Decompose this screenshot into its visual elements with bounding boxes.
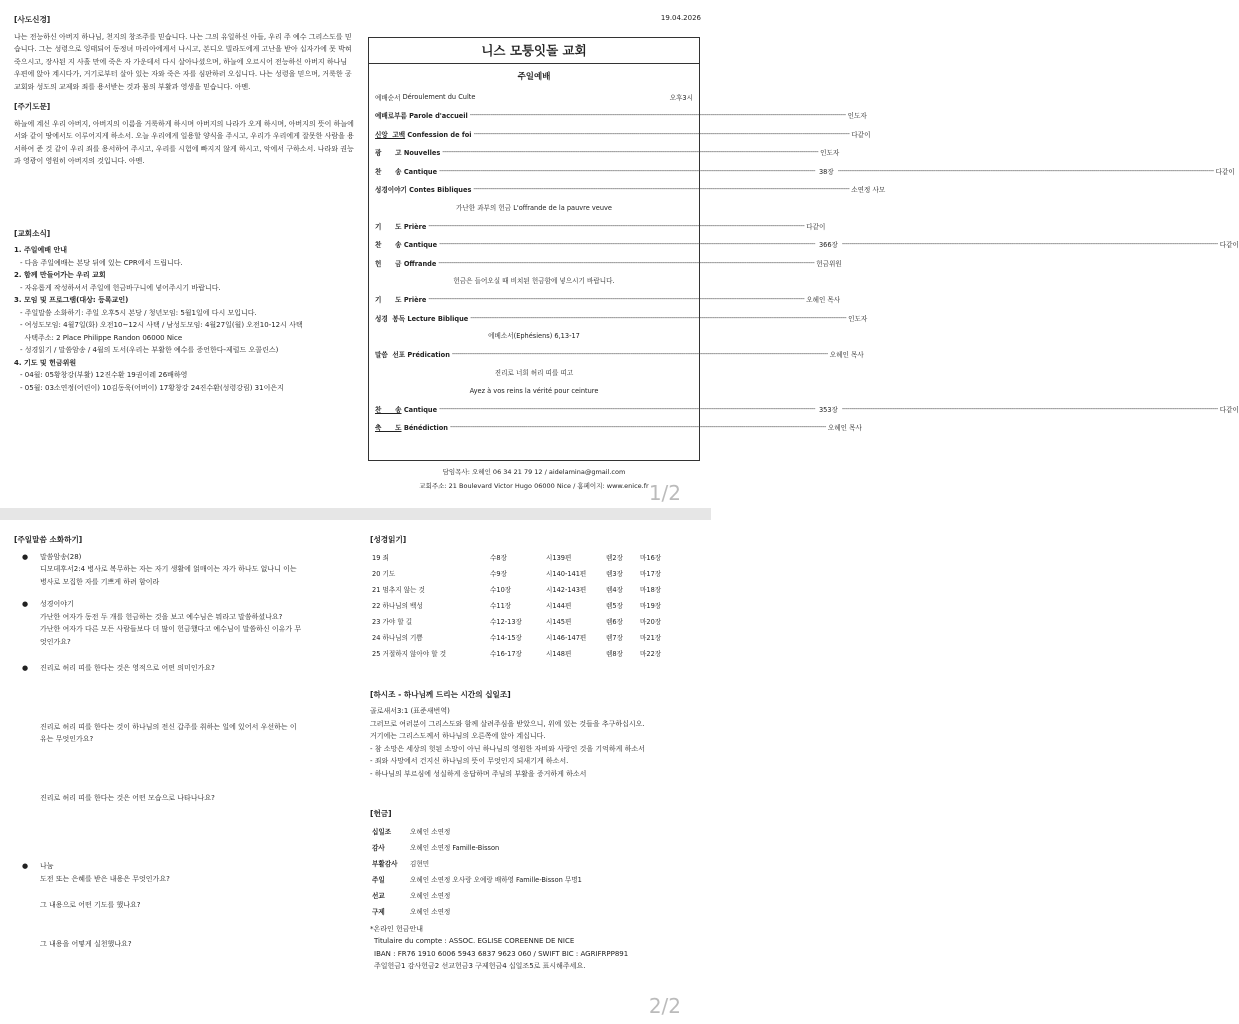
order-item-ko: 성경 봉독 xyxy=(375,314,406,323)
digest-line: 병사로 모집한 자를 기쁘게 하려 함이라 xyxy=(40,577,160,586)
digest-line: 가난한 여자가 다른 모든 사람들보다 더 많이 헌금했다고 예수님이 말씀하신 이유가 무 xyxy=(40,625,302,633)
order-item-ko: 축 도 xyxy=(375,424,402,433)
order-item-ko: 광 고 xyxy=(375,149,402,158)
bible-cell: 마19장 xyxy=(640,602,662,611)
order-row xyxy=(369,125,871,144)
digest-title: [주일말씀 소화하기] xyxy=(14,535,83,544)
order-dots: -------------------------------------------------------------------------------------------------------------------------------------------------------------------------------------------------------- xyxy=(438,258,815,267)
offering-row xyxy=(370,905,584,921)
order-label-fr: Déroulement du Culte xyxy=(402,93,476,101)
bible-row xyxy=(370,615,678,631)
order-item-ko: 신앙 고백 xyxy=(375,130,406,139)
digest-line: 나눔 xyxy=(40,862,54,870)
page-number: 2/2 xyxy=(648,994,681,1018)
order-row xyxy=(369,162,1235,181)
order-rows xyxy=(369,345,864,364)
bible-cell: 렘4장 xyxy=(606,586,623,595)
order-dots: -------------------------------------------------------------------------------------------------------------------------------------------------------------------------------------------------------- xyxy=(451,350,828,359)
bible-cell: 25 거절하지 않아야 할 것 xyxy=(372,650,447,659)
story-line: 가난한 과부의 헌금 L'offrande de la pauvre veuve xyxy=(455,203,612,212)
bible-cell: 20 기도 xyxy=(372,570,396,579)
bible-row xyxy=(370,631,678,647)
digest-line: 성경이야기 xyxy=(40,600,74,608)
order-item-leader: 오헤인 목사 xyxy=(829,351,864,360)
bible-cell: 렘5장 xyxy=(606,602,623,611)
sermon-title-fr: Ayez à vos reins la vérité pour ceinture xyxy=(469,386,599,395)
bulletin-page-2 xyxy=(0,520,711,1024)
order-item-leader: 다같이 xyxy=(1215,167,1235,176)
order-item-leader: 인도자 xyxy=(848,314,868,323)
order-item-label xyxy=(375,294,426,304)
order-item-leader: 헌금위원 xyxy=(816,259,842,268)
digest-line: 엇인가요? xyxy=(40,637,71,646)
order-row xyxy=(369,106,867,125)
order-item-fr: Bénédiction xyxy=(403,424,449,433)
bible-cell: 수10장 xyxy=(490,586,512,595)
bible-cell: 수9장 xyxy=(490,570,507,579)
news-heading: 2. 함께 만들어가는 우리 교회 xyxy=(14,271,106,279)
order-row xyxy=(369,254,842,273)
order-rows xyxy=(369,400,1239,437)
prayer-title: [주기도문] xyxy=(14,102,51,111)
order-header xyxy=(369,88,699,106)
order-item-ko: 예배로부름 xyxy=(375,112,407,121)
bulletin-date: 19.04.2026 xyxy=(660,14,701,22)
news-line: - 다음 주일예배는 본당 뒤에 있는 CPR에서 드립니다. xyxy=(20,258,183,267)
order-item-label xyxy=(375,313,468,323)
order-item-ko: 찬 송 xyxy=(375,405,402,414)
hours-line: - 죄와 사망에서 건지신 하나님의 뜻이 무엇인지 되새기게 하소서. xyxy=(370,757,569,765)
order-item-fr: Prière xyxy=(403,222,427,231)
order-item-fr: Parole d'accueil xyxy=(409,112,468,121)
order-row xyxy=(369,400,1239,419)
order-row xyxy=(369,235,1239,254)
bible-title: [성경읽기] xyxy=(370,535,407,544)
order-item-ko: 기 도 xyxy=(375,222,402,231)
order-item-leader: 오헤인 목사 xyxy=(806,296,841,305)
reading-ref: 에베소서(Ephésiens) 6,13-17 xyxy=(488,332,580,340)
order-dots: -------------------------------------------------------------------------------------------------------------------------------------------------------------------------------------------------------- xyxy=(473,129,850,138)
order-item-fr: Cantique xyxy=(403,241,438,250)
order-item-label xyxy=(375,239,437,249)
order-row xyxy=(369,418,862,437)
order-item-label xyxy=(375,110,468,120)
order-dots: -------------------------------------------------------------------------------------------------------------------------------------------------------------------------------------------------------- xyxy=(439,404,815,413)
hours-line: - 참 소망은 세상의 헛된 소망이 아닌 하나님의 영원한 자비와 사랑인 것을 기억하게 하소서 xyxy=(370,744,645,753)
order-item-hymn: 366장 xyxy=(818,241,838,250)
order-item-leader: 다같이 xyxy=(1219,241,1239,250)
offering-table xyxy=(370,825,584,921)
digest-item xyxy=(22,860,354,885)
digest-item xyxy=(22,551,354,589)
order-item-label xyxy=(375,221,426,231)
bible-cell: 시140-141편 xyxy=(546,570,587,579)
offering-row xyxy=(370,825,584,841)
order-item-fr: Nouvelles xyxy=(403,149,441,158)
bible-cell: 수16-17장 xyxy=(490,650,522,659)
order-row xyxy=(369,309,868,328)
digest-line: 그 내용으로 어떤 기도를 했나요? xyxy=(40,901,141,909)
order-label: 예배순서 xyxy=(375,94,401,102)
order-item-ko: 찬 송 xyxy=(375,241,402,250)
bible-cell: 시139편 xyxy=(546,554,572,563)
order-rows xyxy=(369,290,868,327)
order-item-label xyxy=(375,147,440,157)
offering-type: 선교 xyxy=(372,892,385,901)
order-item-fr: Offrande xyxy=(403,259,437,268)
order-item-ko: 찬 송 xyxy=(375,167,402,176)
hours-text xyxy=(370,705,700,780)
order-item-leader: 다같이 xyxy=(851,130,871,139)
online-line: IBAN : FR76 1910 6006 5943 6837 9623 060 / SWIFT BIC : AGRIFRPP891 xyxy=(374,949,629,958)
news-heading: 4. 기도 및 헌금위원 xyxy=(14,358,77,367)
hours-line: 골로새서3:1 (표준새번역) xyxy=(370,707,450,715)
offering-type: 구제 xyxy=(372,908,385,917)
news-title: [교회소식] xyxy=(14,228,51,238)
order-dots: -------------------------------------------------------------------------------------------------------------------------------------------------------------------------------------------------------- xyxy=(428,221,805,230)
digest-line: 진리로 허리 띠를 한다는 것은 영적으로 어떤 의미인가요? xyxy=(40,664,215,672)
news-line: - 여성도모임: 4월7일(화) 오전10~12시 사택 / 남성도모임: 4월27일(월) 오전10-12시 사택 xyxy=(20,321,303,329)
offering-names: 오헤인 소연정 xyxy=(410,828,451,837)
prayer-text: 하늘에 계신 우리 아버지, 아버지의 이름을 거룩하게 하시며 아버지의 나라가 오게 하시며, 아버지의 뜻이 하늘에서와 같이 땅에서도 이루어지게 하소서. 오늘 우리에게 일용할 양식을 주시고, 우리가 우리에게 잘못한 사람을 용서하여 준 것 같이 우리 죄를 용서하여 주시고, 우리를 시험에 빠지지 않게 하시고, 악에서 구하소서. 나라와 권능과 영광이 영원히 아버지의 것입니다. 아멘. xyxy=(14,119,354,165)
order-item-label xyxy=(375,166,437,176)
bible-table xyxy=(370,551,678,663)
digest-item xyxy=(22,662,354,675)
order-item-ko: 헌 금 xyxy=(375,259,402,268)
offering-row xyxy=(370,873,584,889)
church-address: 교회주소: 21 Boulevard Victor Hugo 06000 Nice / 홈페이지: www.enice.fr xyxy=(419,482,649,490)
service-name: 주일예배 xyxy=(517,72,551,82)
bible-cell: 마18장 xyxy=(640,586,662,595)
order-item-fr: Prédication xyxy=(407,351,450,360)
order-rows xyxy=(369,106,1235,199)
bullet-icon: ● xyxy=(22,664,29,672)
order-item-label xyxy=(375,258,436,268)
online-line: Titulaire du compte : ASSOC. EGLISE COREENNE DE NICE xyxy=(374,937,575,945)
digest-item xyxy=(40,938,354,951)
order-item-leader: 소연정 사모 xyxy=(851,186,886,195)
order-dots: -------------------------------------------------------------------------------------------------------------------------------------------------------------------------------------------------------- xyxy=(470,313,847,322)
offering-row xyxy=(370,841,584,857)
order-row xyxy=(369,180,886,199)
digest-line: 그 내용을 어떻게 실천했나요? xyxy=(40,939,132,948)
order-item-leader: 오헤인 목사 xyxy=(827,424,862,433)
order-row xyxy=(369,345,864,364)
offering-names: 오헤인 소연정 Famille-Bisson xyxy=(410,844,500,853)
bible-cell: 수12-13장 xyxy=(490,618,522,627)
order-item-label xyxy=(375,184,471,194)
offering-names: 오헤인 소연정 xyxy=(410,908,451,917)
order-dots: -------------------------------------------------------------------------------------------------------------------------------------------------------------------------------------------------------- xyxy=(450,423,826,432)
bible-cell: 수11장 xyxy=(490,602,512,611)
order-item-label xyxy=(375,422,448,432)
order-item-leader: 다같이 xyxy=(806,222,826,231)
bible-cell: 시148편 xyxy=(546,650,572,659)
order-item-ko: 성경이야기 xyxy=(375,186,407,195)
left-column xyxy=(14,14,354,394)
digest-item xyxy=(40,792,354,805)
order-time: 오후3시 xyxy=(669,94,693,102)
digest-item xyxy=(22,598,354,648)
order-dots: -------------------------------------------------------------------------------------------------------------------------------------------------------------------------------------------------------- xyxy=(841,404,1218,413)
creed-title: [사도신경] xyxy=(14,15,51,24)
order-item-fr: Prière xyxy=(403,296,427,305)
news-heading: 3. 모임 및 프로그램(대상: 등록교인) xyxy=(14,296,129,304)
online-offering-info xyxy=(370,935,700,973)
order-item-label xyxy=(375,404,437,414)
sermon-title-ko: 진리로 너희 허리 띠를 띠고 xyxy=(494,368,574,377)
bible-cell: 21 멈추지 않는 것 xyxy=(372,586,425,595)
digest-line: 도전 또는 은혜를 받은 내용은 무엇인가요? xyxy=(40,874,170,883)
news-line: - 자유롭게 작성하셔서 주일에 헌금바구니에 넣어주시기 바랍니다. xyxy=(20,283,221,292)
bible-cell: 마16장 xyxy=(640,554,662,563)
bible-cell: 시144편 xyxy=(546,602,572,611)
offering-title: [헌금] xyxy=(370,809,392,818)
order-item-leader: 다같이 xyxy=(1219,405,1239,414)
offering-names: 김현민 xyxy=(410,860,430,869)
news-line: - 성경읽기 / 말씀암송 / 4월의 도서(우리는 부활한 예수를 증언한다-제럴드 오콜린스) xyxy=(20,346,279,354)
order-dots: -------------------------------------------------------------------------------------------------------------------------------------------------------------------------------------------------------- xyxy=(837,166,1214,175)
order-item-leader: 인도자 xyxy=(820,149,840,158)
order-item-fr: Confession de foi xyxy=(407,130,472,139)
news-line: - 05월: 03소연정(어린이) 10김동욱(어버이) 17황창강 24진수환(성령강림) 31이은지 xyxy=(20,383,284,392)
digest-item xyxy=(40,899,354,912)
bible-cell: 시146-147편 xyxy=(546,634,587,643)
offering-names: 오헤인 소연정 xyxy=(410,892,451,901)
online-line: 주일헌금1 감사헌금2 선교헌금3 구제헌금4 십일조5로 표시해주세요. xyxy=(374,962,586,970)
order-item-fr: Cantique xyxy=(403,167,438,176)
bible-cell: 22 하나님의 백성 xyxy=(372,602,423,611)
order-item-label xyxy=(375,129,472,139)
order-row xyxy=(369,290,841,309)
creed-text: 나는 전능하신 아버지 하나님, 천지의 창조주를 믿습니다. 나는 그의 유일하신 아들, 우리 주 예수 그리스도를 믿습니다. 그는 성령으로 잉태되어 동정녀 마리아에게서 나시고, 본디오 빌라도에게 고난을 받아 십자가에 못 박혀 죽으시고, 장사된 지 사흘 만에 죽은 자 가운데서 다시 살아나셨으며, 하늘에 오르시어 전능하신 아버지 하나님 우편에 앉아 계시다가, 거기로부터 살아 있는 자와 죽은 자를 심판하러 오십니다. 나는 성령을 믿으며, 거룩한 공교회와 성도의 교제와 죄를 용서받는 것과 몸의 부활과 영생을 믿습니다. 아멘. xyxy=(14,32,352,91)
order-row xyxy=(369,217,826,236)
order-dots: -------------------------------------------------------------------------------------------------------------------------------------------------------------------------------------------------------- xyxy=(469,111,846,120)
news-line: - 주일말씀 소화하기: 주일 오후5시 본당 / 청년모임: 5월1일에 다시 모입니다. xyxy=(20,308,257,317)
service-order-box xyxy=(368,37,1239,461)
bible-cell: 마22장 xyxy=(640,650,662,659)
order-item-hymn: 38장 xyxy=(818,167,834,176)
bible-cell: 렘2장 xyxy=(606,554,623,563)
order-item-hymn: 353장 xyxy=(818,405,838,414)
hours-title: [하시조 - 하나님께 드리는 시간의 십일조] xyxy=(370,689,511,699)
order-dots: -------------------------------------------------------------------------------------------------------------------------------------------------------------------------------------------------------- xyxy=(439,166,815,175)
church-name: 니스 모퉁잇돌 교회 xyxy=(369,38,699,64)
order-item-fr: Contes Bibliques xyxy=(409,186,472,195)
order-dots: -------------------------------------------------------------------------------------------------------------------------------------------------------------------------------------------------------- xyxy=(439,240,815,249)
order-item-ko: 말씀 선포 xyxy=(375,351,406,360)
digest-line: 유는 무엇인가요? xyxy=(40,735,94,743)
digest-list xyxy=(14,551,354,951)
bible-cell: 렘7장 xyxy=(606,634,623,643)
order-dots: -------------------------------------------------------------------------------------------------------------------------------------------------------------------------------------------------------- xyxy=(442,148,819,157)
offering-row xyxy=(370,857,584,873)
bible-cell: 시142-143편 xyxy=(546,586,587,595)
bible-cell: 마21장 xyxy=(640,634,662,643)
order-item-fr: Lecture Biblique xyxy=(407,314,469,323)
order-rows xyxy=(369,217,1239,273)
bible-row xyxy=(370,647,678,663)
offering-names: 오헤인 소연정 오사랑 오예랑 배하영 Famille-Bisson 무명1 xyxy=(410,876,582,885)
bible-cell: 수8장 xyxy=(490,554,507,563)
bible-cell: 수14-15장 xyxy=(490,634,522,643)
bible-cell: 렘6장 xyxy=(606,618,623,627)
bullet-icon: ● xyxy=(22,552,29,561)
bullet-icon: ● xyxy=(22,600,29,608)
bible-row xyxy=(370,599,678,615)
offering-type: 십일조 xyxy=(372,828,392,837)
offering-row xyxy=(370,889,584,905)
order-item-label xyxy=(375,349,450,359)
digest-line: 가난한 여자가 동전 두 개를 헌금하는 것을 보고 예수님은 뭐라고 말씀하셨나요? xyxy=(40,612,283,621)
offering-note: 헌금은 들어오실 때 비치된 헌금함에 넣으시기 바랍니다. xyxy=(453,277,615,285)
order-dots: -------------------------------------------------------------------------------------------------------------------------------------------------------------------------------------------------------- xyxy=(428,295,805,304)
news-line: 사택주소: 2 Place Philippe Randon 06000 Nice xyxy=(20,333,183,342)
order-dots: -------------------------------------------------------------------------------------------------------------------------------------------------------------------------------------------------------- xyxy=(473,185,850,194)
right-column xyxy=(370,534,700,973)
order-row xyxy=(369,143,840,162)
page-number: 1/2 xyxy=(648,481,681,505)
page-separator xyxy=(0,508,711,520)
order-dots: -------------------------------------------------------------------------------------------------------------------------------------------------------------------------------------------------------- xyxy=(841,240,1218,249)
pastor-contact: 담임목사: 오헤인 06 34 21 79 12 / aidelamina@gmail.com xyxy=(442,468,626,476)
digest-line: 디모데후서2:4 병사로 복무하는 자는 자기 생활에 얽매이는 자가 하나도 없나니 이는 xyxy=(40,565,297,573)
bullet-icon: ● xyxy=(22,862,29,870)
digest-line: 진리로 허리 띠를 한다는 것은 어떤 모습으로 나타나나요? xyxy=(40,793,215,802)
bible-cell: 24 하나님의 기쁨 xyxy=(372,634,423,643)
hours-line: 그러므로 여러분이 그리스도와 함께 살려주심을 받았으니, 위에 있는 것들을 추구하십시오. xyxy=(370,719,645,728)
digest-line: 말씀암송(28) xyxy=(40,552,82,561)
offering-type: 부활감사 xyxy=(372,860,398,869)
order-item-leader: 인도자 xyxy=(847,112,867,121)
offering-type: 감사 xyxy=(372,844,385,853)
offering-type: 주일 xyxy=(372,876,385,885)
digest-item xyxy=(40,721,354,746)
bible-cell: 마17장 xyxy=(640,570,662,579)
bible-cell: 시145편 xyxy=(546,618,572,627)
online-offering-title: *온라인 헌금안내 xyxy=(370,924,424,933)
digest-column xyxy=(14,534,354,950)
hours-line: - 하나님의 부르심에 성실하게 응답하며 주님의 부활을 증거하게 하소서 xyxy=(370,769,587,778)
bible-cell: 23 가야 할 길 xyxy=(372,618,413,627)
digest-line: 진리로 허리 띠를 한다는 것이 하나님의 전신 갑주를 취하는 일에 있어서 우선하는 이 xyxy=(40,722,297,731)
news-line: - 04월: 05황창강(부활) 12진수환 19권이레 26배하영 xyxy=(20,371,188,379)
bible-cell: 19 죄 xyxy=(372,554,389,563)
bible-cell: 렘8장 xyxy=(606,650,623,659)
bulletin-page-1 xyxy=(0,0,1239,508)
bible-row xyxy=(370,551,678,567)
bible-cell: 렘3장 xyxy=(606,570,623,579)
bible-row xyxy=(370,567,678,583)
bible-cell: 마20장 xyxy=(640,618,662,627)
order-item-ko: 기 도 xyxy=(375,296,402,305)
order-item-fr: Cantique xyxy=(403,405,438,414)
news-list xyxy=(14,244,354,394)
bible-row xyxy=(370,583,678,599)
news-heading: 1. 주일예배 안내 xyxy=(14,246,67,254)
hours-line: 거기에는 그리스도께서 하나님의 오른쪽에 앉아 계십니다. xyxy=(370,732,546,740)
